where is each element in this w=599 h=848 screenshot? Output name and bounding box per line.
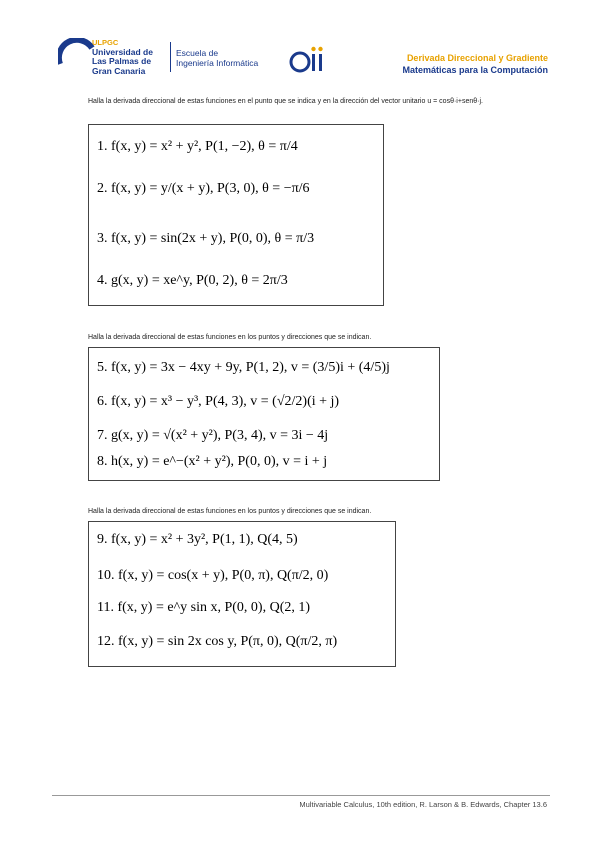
exercise-7: 7. g(x, y) = √(x² + y²), P(3, 4), v = 3i − 4j xyxy=(97,428,329,443)
section-3-box xyxy=(88,521,396,667)
exercise-9: 9. f(x, y) = x² + 3y², P(1, 1), Q(4, 5) xyxy=(97,532,298,547)
school-line-1: Escuela de xyxy=(176,48,219,58)
exercise-4: 4. g(x, y) = xe^y, P(0, 2), θ = 2π/3 xyxy=(97,273,288,288)
exercise-2: 2. f(x, y) = y/(x + y), P(3, 0), θ = −π/6 xyxy=(97,181,310,196)
university-name xyxy=(92,38,153,76)
exercise-6: 6. f(x, y) = x³ − y³, P(4, 3), v = (√2/2)(i + j) xyxy=(97,394,340,409)
exercise-11: 11. f(x, y) = e^y sin x, P(0, 0), Q(2, 1) xyxy=(97,600,311,615)
eii-logo-icon xyxy=(288,44,332,74)
exercise-8: 8. h(x, y) = e^−(x² + y²), P(0, 0), v = i + j xyxy=(97,454,328,469)
footer-citation: Multivariable Calculus, 10th edition, R. Larson & B. Edwards, Chapter 13.6 xyxy=(299,800,547,809)
section-1-intro: Halla la derivada direccional de estas funciones en el punto que se indica y en la dirección del vector unitario u = cosθ·i+senθ·j. xyxy=(88,98,483,105)
uni-line-2: Las Palmas de xyxy=(92,56,152,67)
header-title-block xyxy=(402,52,548,76)
school-line-2: Ingeniería Informática xyxy=(176,58,259,68)
uni-line-1: Universidad de xyxy=(92,46,153,57)
section-2-intro: Halla la derivada direccional de estas funciones en los puntos y direcciones que se indican. xyxy=(88,334,372,341)
exercise-1: 1. f(x, y) = x² + y², P(1, −2), θ = π/4 xyxy=(97,139,298,154)
exercise-5: 5. f(x, y) = 3x − 4xy + 9y, P(1, 2), v = (3/5)i + (4/5)j xyxy=(97,360,390,375)
header-divider xyxy=(170,42,171,72)
footer-divider xyxy=(52,795,550,796)
section-1-box xyxy=(88,124,384,306)
school-name xyxy=(176,48,258,68)
header-subtitle: Matemáticas para la Computación xyxy=(402,65,548,75)
exercise-12: 12. f(x, y) = sin 2x cos y, P(π, 0), Q(π/2, π) xyxy=(97,634,338,649)
section-2-box xyxy=(88,347,440,481)
section-3-intro: Halla la derivada direccional de estas funciones en los puntos y direcciones que se indican. xyxy=(88,508,372,515)
exercise-10: 10. f(x, y) = cos(x + y), P(0, π), Q(π/2, 0) xyxy=(97,568,329,583)
logo-tag: ULPGC xyxy=(92,38,119,47)
page-header xyxy=(58,36,548,86)
uni-line-3: Gran Canaria xyxy=(92,65,146,76)
header-title: Derivada Direccional y Gradiente xyxy=(406,53,548,63)
exercise-3: 3. f(x, y) = sin(2x + y), P(0, 0), θ = π/3 xyxy=(97,231,315,246)
